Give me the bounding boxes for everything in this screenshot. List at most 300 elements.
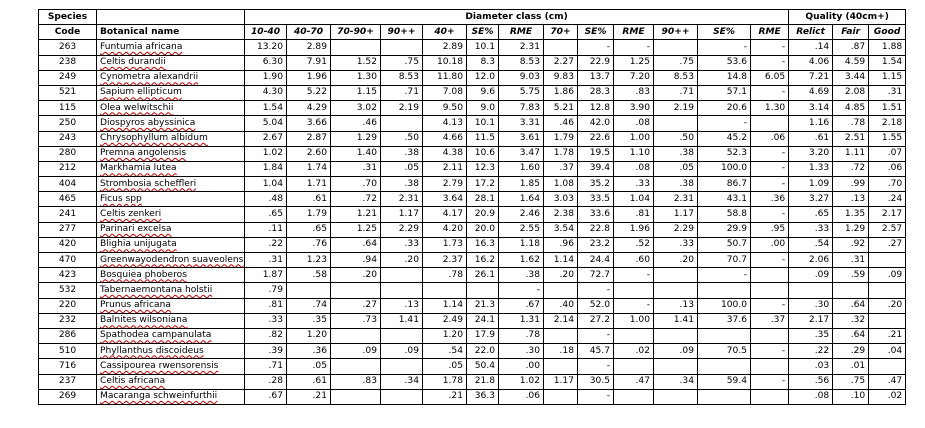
- value-cell: 10.1: [467, 40, 499, 55]
- table-row: [39, 389, 906, 404]
- value-cell: 42.0: [578, 116, 614, 131]
- value-cell: 1.17: [381, 207, 423, 222]
- botanical-name: Bosquiea phoberos: [100, 269, 187, 280]
- value-cell: 7.21: [789, 70, 833, 85]
- value-cell: 20.0: [467, 222, 499, 237]
- value-cell: .67: [245, 389, 287, 404]
- value-cell: 1.31: [499, 313, 544, 328]
- species-code: 249: [39, 70, 97, 85]
- botanical-name: Sapium ellipticum: [100, 87, 182, 98]
- value-cell: [869, 283, 906, 298]
- column-header: RME: [614, 25, 654, 40]
- value-cell: 8.53: [499, 55, 544, 70]
- value-cell: 22.9: [578, 55, 614, 70]
- value-cell: -: [614, 298, 654, 313]
- value-cell: .33: [245, 313, 287, 328]
- value-cell: .71: [654, 85, 698, 100]
- value-cell: [544, 283, 578, 298]
- value-cell: .13: [654, 298, 698, 313]
- value-cell: 17.2: [467, 177, 499, 192]
- value-cell: 1.85: [499, 177, 544, 192]
- value-cell: -: [751, 161, 789, 176]
- value-cell: 59.4: [698, 374, 751, 389]
- value-cell: .82: [245, 328, 287, 343]
- value-cell: 2.14: [544, 313, 578, 328]
- value-cell: [381, 40, 423, 55]
- value-cell: [381, 268, 423, 283]
- value-cell: 23.2: [578, 237, 614, 252]
- species-code: 470: [39, 253, 97, 268]
- value-cell: [751, 268, 789, 283]
- value-cell: 11.80: [423, 70, 467, 85]
- value-cell: 70.5: [698, 344, 751, 359]
- value-cell: [698, 389, 751, 404]
- species-code: 465: [39, 192, 97, 207]
- value-cell: 35.2: [578, 177, 614, 192]
- botanical-name: Strombosia scheffleri: [100, 178, 197, 189]
- value-cell: 53.6: [698, 55, 751, 70]
- value-cell: 3.61: [499, 131, 544, 146]
- value-cell: -: [614, 40, 654, 55]
- value-cell: 19.5: [578, 146, 614, 161]
- table-row: [39, 146, 906, 161]
- value-cell: 30.5: [578, 374, 614, 389]
- value-cell: .38: [654, 177, 698, 192]
- value-cell: .33: [789, 222, 833, 237]
- value-cell: .29: [833, 344, 869, 359]
- column-header: 10-40: [245, 25, 287, 40]
- column-header: 40+: [423, 25, 467, 40]
- table-row: [39, 161, 906, 176]
- value-cell: .96: [544, 237, 578, 252]
- value-cell: [751, 283, 789, 298]
- value-cell: 2.31: [499, 40, 544, 55]
- value-cell: 4.38: [423, 146, 467, 161]
- value-cell: .38: [654, 146, 698, 161]
- value-cell: [698, 283, 751, 298]
- table-row: [39, 55, 906, 70]
- value-cell: .13: [381, 298, 423, 313]
- value-cell: .78: [423, 268, 467, 283]
- value-cell: 2.46: [499, 207, 544, 222]
- value-cell: 17.9: [467, 328, 499, 343]
- value-cell: 2.89: [287, 40, 331, 55]
- value-cell: .65: [789, 207, 833, 222]
- value-cell: -: [751, 146, 789, 161]
- value-cell: 1.84: [245, 161, 287, 176]
- value-cell: 22.6: [578, 131, 614, 146]
- value-cell: -: [751, 253, 789, 268]
- value-cell: 1.29: [331, 131, 381, 146]
- value-cell: 45.2: [698, 131, 751, 146]
- species-code: 423: [39, 268, 97, 283]
- value-cell: 12.3: [467, 161, 499, 176]
- value-cell: 2.79: [423, 177, 467, 192]
- value-cell: 7.20: [614, 70, 654, 85]
- value-cell: .14: [789, 40, 833, 55]
- value-cell: 3.90: [614, 101, 654, 116]
- table-row: [39, 313, 906, 328]
- value-cell: 4.85: [833, 101, 869, 116]
- value-cell: 70.7: [698, 253, 751, 268]
- value-cell: 1.21: [331, 207, 381, 222]
- botanical-name-cell: [97, 131, 245, 146]
- species-diameter-table: [38, 9, 906, 405]
- column-header: 70-90+: [331, 25, 381, 40]
- value-cell: [698, 328, 751, 343]
- value-cell: .20: [544, 268, 578, 283]
- botanical-name-cell: [97, 116, 245, 131]
- botanical-name-cell: [97, 283, 245, 298]
- value-cell: 2.19: [381, 101, 423, 116]
- value-cell: 1.25: [331, 222, 381, 237]
- value-cell: 3.02: [331, 101, 381, 116]
- value-cell: 4.17: [423, 207, 467, 222]
- value-cell: 1.23: [287, 253, 331, 268]
- value-cell: -: [751, 55, 789, 70]
- value-cell: 10.18: [423, 55, 467, 70]
- value-cell: 2.17: [789, 313, 833, 328]
- value-cell: 1.74: [287, 161, 331, 176]
- value-cell: .61: [287, 374, 331, 389]
- value-cell: .09: [789, 268, 833, 283]
- value-cell: 2.31: [654, 192, 698, 207]
- value-cell: 1.17: [544, 374, 578, 389]
- value-cell: .28: [245, 374, 287, 389]
- value-cell: 4.20: [423, 222, 467, 237]
- value-cell: 2.27: [544, 55, 578, 70]
- column-header: Relict: [789, 25, 833, 40]
- value-cell: .20: [331, 268, 381, 283]
- species-code: 277: [39, 222, 97, 237]
- botanical-name-header: Botanical name: [97, 25, 245, 40]
- value-cell: [381, 389, 423, 404]
- value-cell: .94: [331, 253, 381, 268]
- value-cell: 1.15: [331, 85, 381, 100]
- botanical-name-cell: [97, 55, 245, 70]
- value-cell: 5.22: [287, 85, 331, 100]
- table-row: [39, 328, 906, 343]
- value-cell: .50: [654, 131, 698, 146]
- value-cell: .11: [245, 222, 287, 237]
- column-header: RME: [751, 25, 789, 40]
- value-cell: 9.6: [467, 85, 499, 100]
- value-cell: 28.3: [578, 85, 614, 100]
- value-cell: 1.29: [833, 222, 869, 237]
- value-cell: 2.11: [423, 161, 467, 176]
- value-cell: 1.96: [287, 70, 331, 85]
- value-cell: 86.7: [698, 177, 751, 192]
- value-cell: .22: [789, 344, 833, 359]
- value-cell: .08: [789, 389, 833, 404]
- value-cell: [381, 359, 423, 374]
- value-cell: .59: [833, 268, 869, 283]
- value-cell: .03: [789, 359, 833, 374]
- value-cell: [654, 359, 698, 374]
- value-cell: [614, 389, 654, 404]
- botanical-name: Premna angolensis: [100, 148, 187, 159]
- value-cell: .76: [287, 237, 331, 252]
- value-cell: .21: [423, 389, 467, 404]
- value-cell: [331, 359, 381, 374]
- table-row: [39, 207, 906, 222]
- value-cell: [381, 283, 423, 298]
- value-cell: .73: [331, 313, 381, 328]
- value-cell: 2.49: [423, 313, 467, 328]
- value-cell: .00: [751, 237, 789, 252]
- header-row-1: [39, 10, 906, 25]
- botanical-name-cell: [97, 237, 245, 252]
- species-code: 243: [39, 131, 97, 146]
- value-cell: 4.66: [423, 131, 467, 146]
- table-row: [39, 283, 906, 298]
- value-cell: 2.60: [287, 146, 331, 161]
- value-cell: [544, 389, 578, 404]
- value-cell: .36: [287, 344, 331, 359]
- value-cell: 1.86: [544, 85, 578, 100]
- value-cell: 50.4: [467, 359, 499, 374]
- value-cell: -: [751, 344, 789, 359]
- value-cell: .92: [833, 237, 869, 252]
- quality-header: Quality (40cm+): [789, 10, 906, 25]
- value-cell: [869, 253, 906, 268]
- value-cell: 33.6: [578, 207, 614, 222]
- value-cell: 3.66: [287, 116, 331, 131]
- value-cell: .09: [869, 268, 906, 283]
- value-cell: 1.78: [423, 374, 467, 389]
- value-cell: .10: [833, 389, 869, 404]
- value-cell: 1.11: [833, 146, 869, 161]
- value-cell: -: [499, 283, 544, 298]
- value-cell: .08: [614, 116, 654, 131]
- table-row: [39, 268, 906, 283]
- species-code: 286: [39, 328, 97, 343]
- value-cell: 4.59: [833, 55, 869, 70]
- value-cell: 20.6: [698, 101, 751, 116]
- value-cell: 2.87: [287, 131, 331, 146]
- value-cell: 3.47: [499, 146, 544, 161]
- value-cell: [544, 359, 578, 374]
- value-cell: [751, 359, 789, 374]
- botanical-name-cell: [97, 207, 245, 222]
- value-cell: .35: [789, 328, 833, 343]
- value-cell: 2.08: [833, 85, 869, 100]
- value-cell: .60: [614, 253, 654, 268]
- value-cell: 10.1: [467, 116, 499, 131]
- value-cell: .61: [287, 192, 331, 207]
- species-code: 115: [39, 101, 97, 116]
- value-cell: [614, 359, 654, 374]
- value-cell: [698, 359, 751, 374]
- value-cell: 1.73: [423, 237, 467, 252]
- table-row: [39, 359, 906, 374]
- table-row: [39, 222, 906, 237]
- botanical-name: Macaranga schweinfurthii: [100, 391, 218, 402]
- value-cell: 1.71: [287, 177, 331, 192]
- value-cell: 39.4: [578, 161, 614, 176]
- value-cell: .06: [869, 161, 906, 176]
- value-cell: [654, 283, 698, 298]
- value-cell: 1.60: [499, 161, 544, 176]
- value-cell: .65: [287, 222, 331, 237]
- value-cell: 24.4: [578, 253, 614, 268]
- value-cell: 1.17: [654, 207, 698, 222]
- value-cell: 36.3: [467, 389, 499, 404]
- value-cell: .40: [544, 298, 578, 313]
- value-cell: -: [578, 40, 614, 55]
- species-code: 716: [39, 359, 97, 374]
- value-cell: 33.5: [578, 192, 614, 207]
- value-cell: [287, 283, 331, 298]
- value-cell: 1.15: [869, 70, 906, 85]
- value-cell: 72.7: [578, 268, 614, 283]
- value-cell: 1.90: [245, 70, 287, 85]
- value-cell: 1.33: [789, 161, 833, 176]
- value-cell: [869, 313, 906, 328]
- value-cell: .38: [499, 268, 544, 283]
- value-cell: .05: [287, 359, 331, 374]
- value-cell: .30: [499, 344, 544, 359]
- botanical-name-cell: [97, 40, 245, 55]
- botanical-name: Markhamia lutea: [100, 163, 177, 174]
- value-cell: .48: [245, 192, 287, 207]
- value-cell: 1.18: [499, 237, 544, 252]
- value-cell: 27.2: [578, 313, 614, 328]
- value-cell: 13.7: [578, 70, 614, 85]
- value-cell: .95: [751, 222, 789, 237]
- value-cell: 1.41: [381, 313, 423, 328]
- value-cell: [869, 359, 906, 374]
- species-code: 212: [39, 161, 97, 176]
- column-header: SE%: [578, 25, 614, 40]
- value-cell: .22: [245, 237, 287, 252]
- value-cell: 1.30: [331, 70, 381, 85]
- botanical-name: Tabernaemontana holstii: [100, 284, 213, 295]
- value-cell: [751, 389, 789, 404]
- value-cell: [654, 328, 698, 343]
- value-cell: .87: [833, 40, 869, 55]
- value-cell: .09: [654, 344, 698, 359]
- botanical-name-cell: [97, 253, 245, 268]
- species-code: 241: [39, 207, 97, 222]
- code-header: Code: [39, 25, 97, 40]
- value-cell: 2.31: [381, 192, 423, 207]
- value-cell: 1.00: [614, 131, 654, 146]
- botanical-name-cell: [97, 192, 245, 207]
- value-cell: .18: [544, 344, 578, 359]
- value-cell: .38: [381, 177, 423, 192]
- value-cell: 4.13: [423, 116, 467, 131]
- value-cell: -: [698, 40, 751, 55]
- value-cell: -: [578, 359, 614, 374]
- value-cell: .81: [245, 298, 287, 313]
- value-cell: 10.6: [467, 146, 499, 161]
- value-cell: .35: [287, 313, 331, 328]
- value-cell: 2.17: [869, 207, 906, 222]
- value-cell: [614, 328, 654, 343]
- value-cell: .02: [869, 389, 906, 404]
- value-cell: .64: [833, 328, 869, 343]
- value-cell: -: [751, 298, 789, 313]
- value-cell: 11.5: [467, 131, 499, 146]
- table-row: [39, 101, 906, 116]
- column-header: SE%: [698, 25, 751, 40]
- value-cell: 1.08: [544, 177, 578, 192]
- value-cell: 9.83: [544, 70, 578, 85]
- value-cell: [381, 328, 423, 343]
- table-row: [39, 253, 906, 268]
- value-cell: .70: [869, 177, 906, 192]
- botanical-name-cell: [97, 374, 245, 389]
- value-cell: 52.0: [578, 298, 614, 313]
- value-cell: .05: [381, 161, 423, 176]
- value-cell: -: [578, 389, 614, 404]
- value-cell: .32: [833, 313, 869, 328]
- botanical-name-cell: [97, 268, 245, 283]
- species-code: 237: [39, 374, 97, 389]
- value-cell: 20.9: [467, 207, 499, 222]
- value-cell: 22.8: [578, 222, 614, 237]
- diameter-class-header: Diameter class (cm): [245, 10, 789, 25]
- value-cell: [789, 283, 833, 298]
- value-cell: 1.09: [789, 177, 833, 192]
- value-cell: .72: [331, 192, 381, 207]
- botanical-name: Funtumia africana: [100, 41, 183, 52]
- value-cell: 2.67: [245, 131, 287, 146]
- value-cell: [751, 116, 789, 131]
- species-header: Species: [39, 10, 97, 25]
- value-cell: .33: [654, 237, 698, 252]
- botanical-name-cell: [97, 85, 245, 100]
- value-cell: 5.04: [245, 116, 287, 131]
- species-code: 250: [39, 116, 97, 131]
- value-cell: [614, 283, 654, 298]
- botanical-name: Chrysophyllum albidum: [100, 133, 208, 144]
- value-cell: .37: [544, 161, 578, 176]
- value-cell: [544, 328, 578, 343]
- botanical-name-cell: [97, 328, 245, 343]
- value-cell: 50.7: [698, 237, 751, 252]
- value-cell: 1.25: [614, 55, 654, 70]
- value-cell: 100.0: [698, 161, 751, 176]
- value-cell: 1.52: [331, 55, 381, 70]
- species-code: 521: [39, 85, 97, 100]
- value-cell: 1.96: [614, 222, 654, 237]
- value-cell: 1.04: [614, 192, 654, 207]
- species-code: 532: [39, 283, 97, 298]
- column-header: Good: [869, 25, 906, 40]
- botanical-name-cell: [97, 161, 245, 176]
- value-cell: 8.3: [467, 55, 499, 70]
- value-cell: 1.16: [789, 116, 833, 131]
- botanical-name-cell: [97, 101, 245, 116]
- value-cell: .71: [381, 85, 423, 100]
- value-cell: 1.62: [499, 253, 544, 268]
- value-cell: .99: [833, 177, 869, 192]
- column-header: 90++: [381, 25, 423, 40]
- value-cell: 37.6: [698, 313, 751, 328]
- botanical-name: Parinari excelsa: [100, 224, 172, 235]
- value-cell: .54: [789, 237, 833, 252]
- species-code: 238: [39, 55, 97, 70]
- value-cell: .34: [381, 374, 423, 389]
- value-cell: [654, 389, 698, 404]
- table-row: [39, 237, 906, 252]
- botanical-name: Prunus africana: [100, 300, 171, 311]
- value-cell: 58.8: [698, 207, 751, 222]
- value-cell: 1.54: [869, 55, 906, 70]
- value-cell: .05: [423, 359, 467, 374]
